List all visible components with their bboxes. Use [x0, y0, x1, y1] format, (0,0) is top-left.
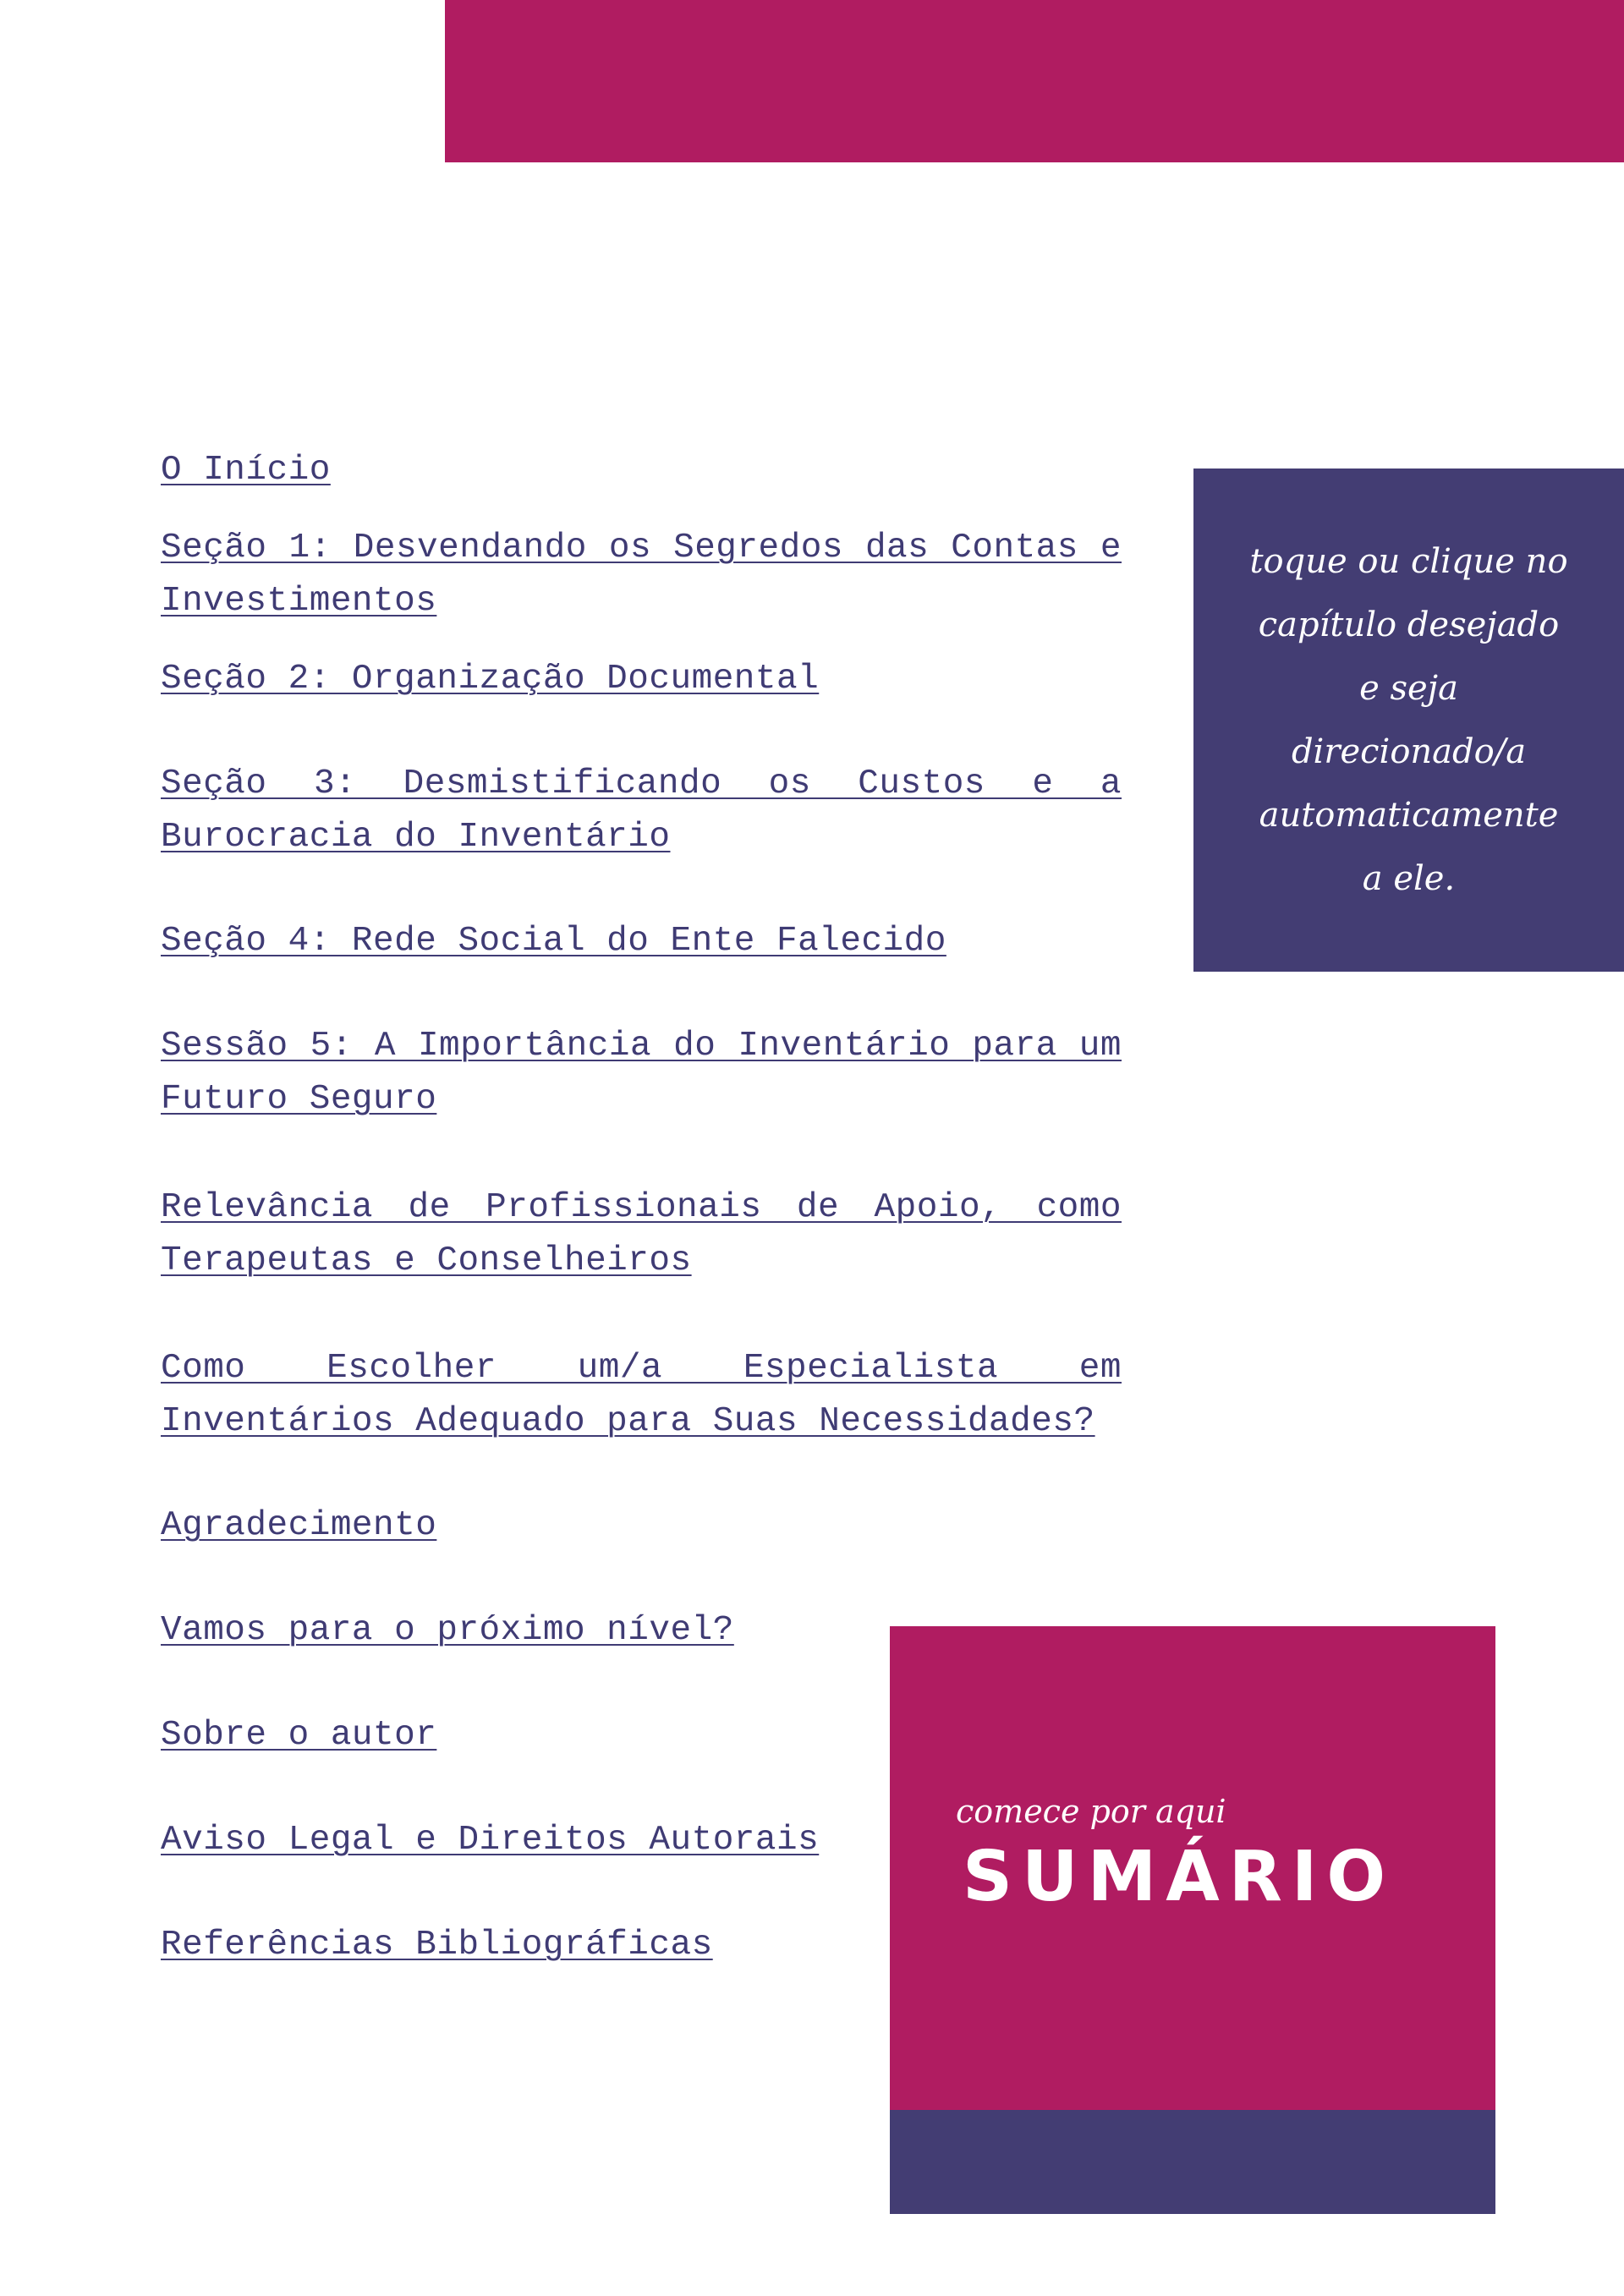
instruction-text: toque ou clique no capítulo desejado e seja direcionado/a automaticamente a ele. [1249, 541, 1568, 898]
toc-item-secao-1 [161, 522, 1122, 628]
toc-link-secao-3[interactable]: Seção 3: Desmistificando os Custos e a Burocracia do Inventário [161, 764, 1122, 857]
toc-item-inicio [161, 444, 1122, 497]
toc-link-inicio[interactable]: O Início [161, 451, 331, 490]
top-accent-bar [445, 0, 1624, 162]
toc-link-aviso-legal[interactable]: Aviso Legal e Direitos Autorais [161, 1821, 820, 1860]
toc-link-secao-1[interactable]: Seção 1: Desvendando os Segredos das Contas e Investimentos [161, 529, 1122, 621]
toc-item-secao-2 [161, 653, 1122, 706]
toc-link-sobre-autor[interactable]: Sobre o autor [161, 1716, 437, 1755]
toc-link-como-escolher[interactable]: Como Escolher um/a Especialista em Inventários Adequado para Suas Necessidades? [161, 1349, 1122, 1441]
toc-item-como-escolher [161, 1342, 1122, 1449]
toc-item-relevancia [161, 1181, 1122, 1288]
sumario-subtitle: comece por aqui [956, 1793, 1226, 1830]
toc-link-relevancia[interactable]: Relevância de Profissionais de Apoio, como Terapeutas e Conselheiros [161, 1188, 1122, 1280]
toc-link-referencias[interactable]: Referências Bibliográficas [161, 1926, 713, 1964]
toc-link-sessao-5[interactable]: Sessão 5: A Importância do Inventário para um Futuro Seguro [161, 1027, 1122, 1119]
toc-link-proximo-nivel[interactable]: Vamos para o próximo nível? [161, 1611, 734, 1650]
sumario-title: SUMÁRIO [963, 1837, 1396, 1917]
instruction-box [1193, 469, 1624, 972]
toc-link-agradecimento[interactable]: Agradecimento [161, 1506, 437, 1545]
toc-item-secao-4 [161, 915, 1122, 968]
toc-item-sessao-5 [161, 1020, 1122, 1126]
toc-item-agradecimento [161, 1499, 1122, 1553]
toc-item-secao-3 [161, 758, 1122, 864]
sumario-bottom-bar [890, 2110, 1495, 2214]
toc-link-secao-2[interactable]: Seção 2: Organização Documental [161, 660, 820, 699]
toc-link-secao-4[interactable]: Seção 4: Rede Social do Ente Falecido [161, 922, 946, 961]
